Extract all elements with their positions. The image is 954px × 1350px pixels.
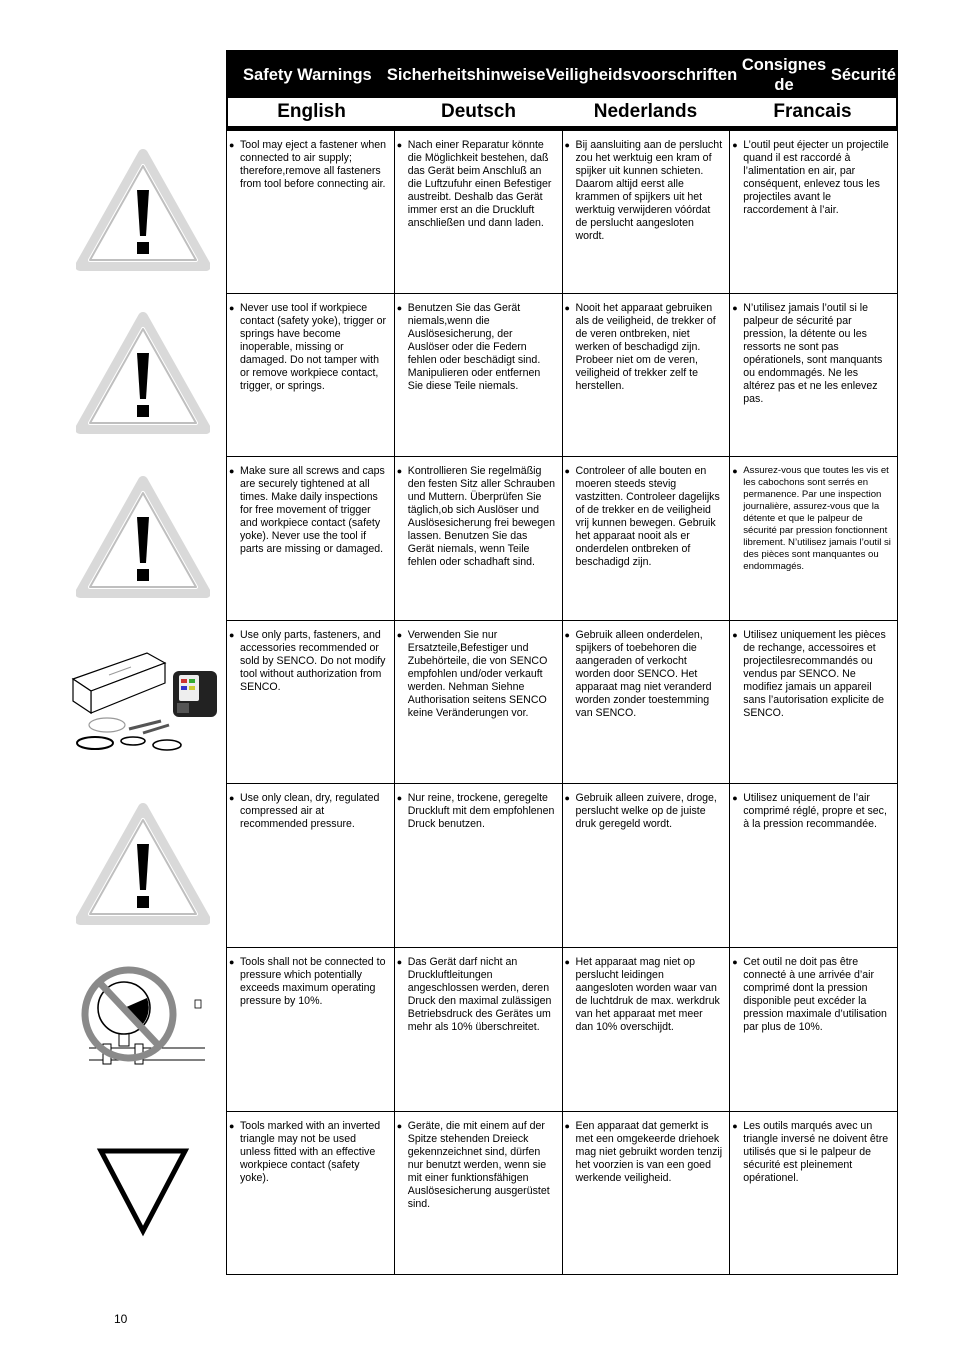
header-languages <box>228 98 896 126</box>
bullet <box>229 1120 388 1185</box>
bullet <box>732 465 891 573</box>
inverted-triangle-icon <box>95 1145 191 1237</box>
warning-text: Gebruik alleen onderdelen, spijkers of toebehoren die aangeraden of verkocht worden door SENCO. Het apparaat mag niet veranderd worden zonder toestemming van SENCO. <box>575 628 712 719</box>
cell-nl <box>563 1112 731 1275</box>
warning-text: Utilisez uniquement de l’air comprimé réglé, propre et sec, à la pression recommandée. <box>743 792 887 831</box>
table-row <box>227 294 897 458</box>
bullet-icon: ● <box>732 140 738 150</box>
warning-text: Benutzen Sie das Gerät niemals,wenn die Auslösesicherung, der Auslöser oder die Federn fehlen oder beschädigt sind. Manipulieren oder entfernen Sie diese Teile niemals. <box>407 301 541 392</box>
bullet-icon: ● <box>229 629 235 640</box>
cell-fr <box>730 457 897 620</box>
warning-text: Never use tool if workpiece contact (safety yoke), trigger or springs have become inoperable, missing or damaged. Do not tamper with or remove workpiece contact, trigger, or springs. <box>240 301 387 392</box>
warning-text: Bij aansluiting aan de perslucht zou het werktuig een kram of spijker uit kunnen schieten. Daarom altijd eerst alle krammen of spijkers uit het werktuig verwijderen vóórdat de perslucht aangesloten wordt. <box>575 139 723 242</box>
bullet-icon: ● <box>229 793 235 804</box>
warning-text: Das Gerät darf nicht an Druckluftleitungen angeschlossen werden, deren Druck den maximal zulässigen Betriebsdruck des Gerätes um mehr als 10% überschreitet. <box>407 955 552 1033</box>
warning-text: Utilisez uniquement les pièces de rechange, accessoires et projectilesrecommandés ou vendus par SENCO. Ne modifiez jamais un appareil sans l’autorisation explicite de SENCO. <box>743 628 886 719</box>
warning-triangle-icon <box>76 475 210 599</box>
header-title: Safety Warnings <box>243 65 372 84</box>
warning-text: L’outil peut éjecter un projectile quand il est raccordé à l’alimentation en air, par conséquent, enlevez tous les projectiles avant le raccordement à l’air. <box>743 139 889 216</box>
bullet <box>397 302 556 393</box>
bullet-icon: ● <box>564 302 570 313</box>
bullet-icon: ● <box>396 140 403 150</box>
bullet-icon: ● <box>396 793 403 804</box>
table-row <box>227 457 897 621</box>
bullet <box>565 302 724 393</box>
bullet-icon: ● <box>732 1120 738 1131</box>
cell-en <box>227 457 395 620</box>
cell-de <box>395 457 563 620</box>
bullet-icon: ● <box>396 1120 403 1131</box>
cell-en <box>227 948 395 1111</box>
bullet-icon: ● <box>229 466 235 477</box>
bullet <box>397 956 556 1034</box>
cell-nl <box>563 621 731 784</box>
warning-text: Gebruik alleen zuivere, droge, perslucht welke op de juiste druk geregeld wordt. <box>575 792 717 831</box>
cell-de <box>395 948 563 1111</box>
warning-text: Nooit het apparaat gebruiken als de veiligheid, de trekker of de veren ontbreken, niet werken of beschadigd zijn. Probeer niet om de veren, veiligheid of trekker zelf te herstellen. <box>575 301 716 392</box>
table-row <box>227 130 897 294</box>
bullet-icon: ● <box>564 793 570 804</box>
header-title: Consignes de Sécurité <box>741 55 896 94</box>
cell-en <box>227 784 395 947</box>
warning-text: Make sure all screws and caps are securely tightened at all times. Make daily inspections for free movement of trigger and workpiece contact (safety yoke). Never use the tool if parts are missing or damaged. <box>240 465 385 556</box>
bullet <box>565 1120 724 1185</box>
warning-text: Kontrollieren Sie regelmäßig den festen Sitz aller Schrauben und Muttern. Überprüfen Sie täglich,ob sich Auslöser und Auslösesicherung frei bewegen lassen. Benutzen Sie das Gerät niemals, wenn Teile fehlen oder schadhaft sind. <box>407 465 555 569</box>
cell-nl <box>563 457 731 620</box>
icon-cell <box>66 782 220 946</box>
warning-text: Use only clean, dry, regulated compressed air at recommended pressure. <box>240 792 380 831</box>
cell-nl <box>563 948 731 1111</box>
bullet-icon: ● <box>396 956 403 967</box>
cell-fr <box>730 131 897 293</box>
bullet-icon: ● <box>732 793 738 804</box>
icon-cell <box>66 128 220 292</box>
icon-cell <box>66 455 220 619</box>
bullet-icon: ● <box>732 302 738 313</box>
warning-text: Nach einer Reparatur könnte die Möglichkeit bestehen, daß das Gerät beim Anschluß an die Luftzufuhr einen Befestiger austreibt. Deshalb das Gerät immer erst an die Druckluft anschließen und dann laden. <box>407 139 552 229</box>
cell-nl <box>563 131 731 293</box>
bullet <box>732 956 891 1034</box>
bullet-icon: ● <box>396 629 403 640</box>
bullet <box>565 792 724 831</box>
icon-cell <box>66 292 220 456</box>
warning-triangle-icon <box>76 148 210 272</box>
safety-table <box>226 50 898 1275</box>
bullet <box>229 302 388 393</box>
bullet <box>732 629 891 720</box>
bullet-icon: ● <box>229 1120 235 1131</box>
header-title: Veiligheids voorschriften <box>545 65 738 84</box>
warning-text: Les outils marqués avec un triangle inversé ne doivent être utilisés que si le palpeur de sécurité est pleinement opérationel. <box>743 1119 889 1184</box>
bullet <box>397 792 556 831</box>
warning-text: N’utilisez jamais l’outil si le palpeur de sécurité par pression, la détente ou les ressorts ne sont pas opérationels, sont manquants ou endommagés. Ne les altérez pas et ne les enlevez pas. <box>743 301 883 405</box>
bullet <box>397 139 556 230</box>
bullet <box>397 465 556 569</box>
bullet <box>565 629 724 720</box>
bullet-icon: ● <box>396 466 403 477</box>
cell-de <box>395 784 563 947</box>
icon-cell <box>66 946 220 1110</box>
bullet-icon: ● <box>229 140 235 150</box>
cell-en <box>227 131 395 293</box>
cell-fr <box>730 294 897 457</box>
cell-fr <box>730 1112 897 1275</box>
warning-text: Geräte, die mit einem auf der Spitze stehenden Dreieck gekennzeichnet sind, dürfen nur benutzt werden, wenn sie mit einer funktionsfähigen Auslösesicherung ausgerüstet sind. <box>407 1119 550 1210</box>
header-titles <box>228 50 896 97</box>
cell-fr <box>730 784 897 947</box>
icon-column <box>66 128 220 1273</box>
warnings-grid <box>226 130 898 1275</box>
cell-de <box>395 294 563 457</box>
table-row <box>227 784 897 948</box>
table-row <box>227 1112 897 1276</box>
bullet <box>732 302 891 406</box>
bullet <box>565 956 724 1034</box>
icon-cell <box>66 619 220 783</box>
warning-text: Tool may eject a fastener when connected to air supply; therefore,remove all fasteners from tool before connecting air. <box>240 139 387 190</box>
tool-parts-icon <box>69 641 217 761</box>
table-row <box>227 621 897 785</box>
bullet <box>229 139 388 191</box>
bullet <box>397 1120 556 1211</box>
bullet <box>229 956 388 1008</box>
table-header <box>226 50 898 130</box>
language-label: Deutsch <box>441 101 516 122</box>
header-title: Sicherheits hinweise <box>386 65 546 84</box>
pressure-gauge-prohibited-icon <box>69 966 217 1090</box>
warning-text: Controleer of alle bouten en moeren steeds stevig vastzitten. Controleer dagelijks of de trekker en de veiligheid vrij kunnen bewegen. Gebruik het apparaat nooit als er onderdelen ontbreken of beschadigd zijn. <box>575 465 720 569</box>
cell-nl <box>563 294 731 457</box>
warning-triangle-icon <box>76 311 210 435</box>
bullet <box>732 1120 891 1185</box>
bullet <box>565 139 724 243</box>
language-label: Francais <box>773 101 852 122</box>
cell-fr <box>730 948 897 1111</box>
bullet-icon: ● <box>732 629 738 640</box>
bullet <box>229 465 388 556</box>
bullet-icon: ● <box>732 956 738 967</box>
bullet-icon: ● <box>564 140 570 150</box>
warning-text: Use only parts, fasteners, and accessories recommended or sold by SENCO. Do not modify tool without authorization from SENCO. <box>240 628 386 693</box>
cell-en <box>227 1112 395 1275</box>
bullet-icon: ● <box>396 302 403 313</box>
warning-text: Cet outil ne doit pas être connecté à une arrivée d’air comprimé dont la pression disponible peut excéder la pression maximale d’utilisation par plus de 10%. <box>743 955 887 1033</box>
cell-fr <box>730 621 897 784</box>
cell-en <box>227 294 395 457</box>
bullet <box>565 465 724 569</box>
warning-text: Tools shall not be connected to pressure which potentially exceeds maximum operating pressure by 10%. <box>240 955 386 1007</box>
bullet <box>732 792 891 831</box>
cell-en <box>227 621 395 784</box>
bullet <box>229 629 388 694</box>
page-number: 10 <box>114 1312 128 1326</box>
warning-text: Het apparaat mag niet op perslucht leidingen aangesloten worden waar van de luchtdruk de max. werkdruk van het apparaat met meer dan 10% overschijdt. <box>575 955 720 1033</box>
icon-cell <box>66 1110 220 1274</box>
warning-text: Nur reine, trockene, geregelte Druckluft mit dem empfohlenen Druck benutzen. <box>407 792 555 831</box>
bullet-icon: ● <box>732 466 738 477</box>
cell-de <box>395 621 563 784</box>
warning-text: Verwenden Sie nur Ersatzteile,Befestiger und Zubehörteile, die von SENCO empfohlen und/oder verkauft werden. Nehman Siehne Authorisation seitens SENCO keine Veränderungen vor. <box>407 628 548 719</box>
bullet-icon: ● <box>229 956 235 967</box>
language-label: Nederlands <box>593 101 698 122</box>
bullet <box>397 629 556 720</box>
table-row <box>227 948 897 1112</box>
bullet-icon: ● <box>564 466 570 477</box>
bullet <box>732 139 891 217</box>
warning-text: Een apparaat dat gemerkt is met een omgekeerde driehoek mag niet gebruikt worden tenzij het voorzien is van een goed werkende veiligheid. <box>575 1119 723 1184</box>
bullet <box>229 792 388 831</box>
cell-de <box>395 131 563 293</box>
bullet-icon: ● <box>564 1120 570 1131</box>
language-label: English <box>277 101 346 122</box>
cell-de <box>395 1112 563 1275</box>
bullet-icon: ● <box>229 302 235 313</box>
warning-text: Tools marked with an inverted triangle may not be used unless fitted with an effective workpiece contact (safety yoke). <box>240 1119 381 1184</box>
cell-nl <box>563 784 731 947</box>
warning-text: Assurez-vous que toutes les vis et les cabochons sont serrés en permanence. Par une inspection journalière, assurez-vous que la détente et que le palpeur de sécurité par pression fonctionnent librement. N’utilisez jamais l’outil si des pièces sont manquantes ou endommagés. <box>743 465 891 573</box>
bullet-icon: ● <box>564 956 570 967</box>
warning-triangle-icon <box>76 802 210 926</box>
bullet-icon: ● <box>564 629 570 640</box>
